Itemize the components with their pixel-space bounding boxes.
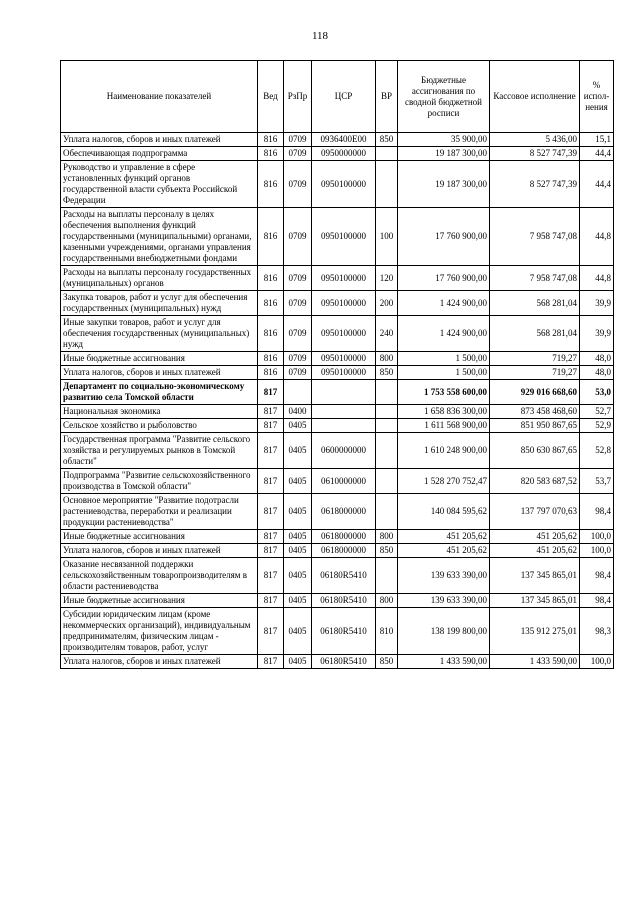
- cell-cash: 1 433 590,00: [490, 655, 580, 669]
- cell-pct: 100,0: [580, 544, 614, 558]
- cell-pct: 98,4: [580, 594, 614, 608]
- cell-budget: 1 528 270 752,47: [398, 469, 490, 494]
- cell-csr: 0618000000: [312, 544, 376, 558]
- cell-cash: 7 958 747,08: [490, 208, 580, 266]
- cell-name: Обеспечивающая подпрограмма: [61, 147, 258, 161]
- cell-pct: 44,8: [580, 266, 614, 291]
- cell-csr: 0950100000: [312, 161, 376, 208]
- cell-cash: 8 527 747,39: [490, 147, 580, 161]
- cell-rzpr: 0709: [284, 316, 312, 352]
- cell-budget: 139 633 390,00: [398, 594, 490, 608]
- cell-csr: 0950100000: [312, 316, 376, 352]
- cell-csr: [312, 380, 376, 405]
- cell-name: Подпрограмма "Развитие сельскохозяйственного производства в Томской области": [61, 469, 258, 494]
- cell-rzpr: 0405: [284, 494, 312, 530]
- cell-pct: 15,1: [580, 133, 614, 147]
- cell-cash: 851 950 867,65: [490, 419, 580, 433]
- table-row: [61, 530, 614, 544]
- cell-pct: 53,7: [580, 469, 614, 494]
- table-row: [61, 405, 614, 419]
- table-row: [61, 558, 614, 594]
- cell-rzpr: 0709: [284, 133, 312, 147]
- cell-vr: [376, 147, 398, 161]
- cell-vr: 120: [376, 266, 398, 291]
- table-row: [61, 291, 614, 316]
- budget-execution-table: [60, 60, 614, 669]
- cell-vr: 100: [376, 208, 398, 266]
- cell-rzpr: 0709: [284, 352, 312, 366]
- cell-rzpr: 0405: [284, 594, 312, 608]
- cell-pct: 44,8: [580, 208, 614, 266]
- table-row: [61, 433, 614, 469]
- cell-ved: 817: [258, 419, 284, 433]
- cell-rzpr: 0405: [284, 530, 312, 544]
- cell-vr: 810: [376, 608, 398, 655]
- cell-pct: 100,0: [580, 655, 614, 669]
- cell-name: Закупка товаров, работ и услуг для обеспечения государственных (муниципальных) нужд: [61, 291, 258, 316]
- cell-cash: 7 958 747,08: [490, 266, 580, 291]
- cell-csr: 0600000000: [312, 433, 376, 469]
- table-row: [61, 208, 614, 266]
- cell-rzpr: 0709: [284, 291, 312, 316]
- header-ved: Вед: [258, 61, 284, 133]
- table-row: [61, 469, 614, 494]
- cell-pct: 98,4: [580, 494, 614, 530]
- cell-rzpr: 0709: [284, 147, 312, 161]
- cell-budget: 1 500,00: [398, 366, 490, 380]
- cell-pct: 98,4: [580, 558, 614, 594]
- cell-budget: 1 611 568 900,00: [398, 419, 490, 433]
- cell-ved: 817: [258, 530, 284, 544]
- cell-ved: 816: [258, 208, 284, 266]
- cell-name: Департамент по социально-экономическому развитию села Томской области: [61, 380, 258, 405]
- cell-cash: 820 583 687,52: [490, 469, 580, 494]
- cell-pct: 39,9: [580, 291, 614, 316]
- cell-rzpr: 0405: [284, 544, 312, 558]
- cell-budget: 19 187 300,00: [398, 147, 490, 161]
- cell-vr: 800: [376, 594, 398, 608]
- cell-name: Иные бюджетные ассигнования: [61, 352, 258, 366]
- cell-cash: 850 630 867,65: [490, 433, 580, 469]
- table-row: [61, 133, 614, 147]
- cell-budget: 17 760 900,00: [398, 266, 490, 291]
- cell-ved: 817: [258, 558, 284, 594]
- cell-cash: 929 016 668,60: [490, 380, 580, 405]
- cell-cash: 568 281,04: [490, 291, 580, 316]
- cell-name: Основное мероприятие "Развитие подотрасли растениеводства, переработки и реализации продукции растениеводства": [61, 494, 258, 530]
- cell-name: Уплата налогов, сборов и иных платежей: [61, 133, 258, 147]
- cell-cash: 719,27: [490, 366, 580, 380]
- cell-csr: 06180R5410: [312, 594, 376, 608]
- cell-vr: [376, 469, 398, 494]
- cell-budget: 1 424 900,00: [398, 291, 490, 316]
- page-number: 118: [311, 30, 329, 42]
- table-row: [61, 594, 614, 608]
- cell-rzpr: 0709: [284, 208, 312, 266]
- header-pct: % испол-нения: [580, 61, 614, 133]
- cell-cash: 719,27: [490, 352, 580, 366]
- cell-name: Субсидии юридическим лицам (кроме некоммерческих организаций), индивидуальным предпринимателям, физическим лицам - производителям товаров, работ, услуг: [61, 608, 258, 655]
- cell-name: Национальная экономика: [61, 405, 258, 419]
- table-row: [61, 494, 614, 530]
- header-csr: ЦСР: [312, 61, 376, 133]
- cell-csr: 0950100000: [312, 291, 376, 316]
- cell-vr: [376, 433, 398, 469]
- cell-cash: 137 797 070,63: [490, 494, 580, 530]
- header-cash: Кассовое исполнение: [490, 61, 580, 133]
- cell-pct: 39,9: [580, 316, 614, 352]
- cell-pct: 48,0: [580, 352, 614, 366]
- cell-rzpr: 0709: [284, 366, 312, 380]
- cell-vr: 850: [376, 544, 398, 558]
- cell-ved: 816: [258, 133, 284, 147]
- table-row: [61, 655, 614, 669]
- cell-name: Уплата налогов, сборов и иных платежей: [61, 544, 258, 558]
- cell-ved: 817: [258, 655, 284, 669]
- cell-rzpr: 0400: [284, 405, 312, 419]
- cell-ved: 816: [258, 352, 284, 366]
- cell-csr: 0936400Е00: [312, 133, 376, 147]
- cell-ved: 816: [258, 316, 284, 352]
- cell-budget: 451 205,62: [398, 530, 490, 544]
- cell-rzpr: 0405: [284, 558, 312, 594]
- table-row: [61, 266, 614, 291]
- cell-pct: 100,0: [580, 530, 614, 544]
- cell-vr: 850: [376, 366, 398, 380]
- cell-pct: 52,9: [580, 419, 614, 433]
- cell-ved: 817: [258, 494, 284, 530]
- cell-name: Уплата налогов, сборов и иных платежей: [61, 655, 258, 669]
- table-row: [61, 352, 614, 366]
- table-body: [61, 133, 614, 669]
- cell-rzpr: [284, 380, 312, 405]
- cell-rzpr: 0709: [284, 266, 312, 291]
- cell-pct: 48,0: [580, 366, 614, 380]
- cell-name: Оказание несвязанной поддержки сельскохозяйственным товаропроизводителям в области растениеводства: [61, 558, 258, 594]
- header-budget: Бюджетные ассигнования по сводной бюджетной росписи: [398, 61, 490, 133]
- cell-csr: 0610000000: [312, 469, 376, 494]
- cell-ved: 817: [258, 433, 284, 469]
- cell-ved: 816: [258, 291, 284, 316]
- cell-budget: 451 205,62: [398, 544, 490, 558]
- cell-csr: 0950100000: [312, 352, 376, 366]
- cell-vr: [376, 161, 398, 208]
- cell-rzpr: 0405: [284, 608, 312, 655]
- cell-name: Иные бюджетные ассигнования: [61, 530, 258, 544]
- cell-csr: 06180R5410: [312, 608, 376, 655]
- cell-vr: 850: [376, 133, 398, 147]
- cell-csr: 06180R5410: [312, 558, 376, 594]
- cell-ved: 817: [258, 380, 284, 405]
- cell-cash: 451 205,62: [490, 544, 580, 558]
- cell-rzpr: 0405: [284, 419, 312, 433]
- cell-budget: 138 199 800,00: [398, 608, 490, 655]
- cell-pct: 53,0: [580, 380, 614, 405]
- cell-cash: 451 205,62: [490, 530, 580, 544]
- table-row: [61, 316, 614, 352]
- cell-vr: [376, 419, 398, 433]
- cell-pct: 52,8: [580, 433, 614, 469]
- cell-ved: 816: [258, 147, 284, 161]
- header-name: Наименование показателей: [61, 61, 258, 133]
- cell-csr: 0618000000: [312, 530, 376, 544]
- cell-csr: 0950100000: [312, 208, 376, 266]
- cell-vr: 800: [376, 352, 398, 366]
- cell-ved: 817: [258, 608, 284, 655]
- cell-rzpr: 0405: [284, 469, 312, 494]
- cell-cash: 137 345 865,01: [490, 594, 580, 608]
- cell-ved: 817: [258, 594, 284, 608]
- table-row: [61, 419, 614, 433]
- cell-budget: 139 633 390,00: [398, 558, 490, 594]
- cell-ved: 816: [258, 366, 284, 380]
- cell-budget: 1 424 900,00: [398, 316, 490, 352]
- cell-pct: 44,4: [580, 161, 614, 208]
- cell-budget: 140 084 595,62: [398, 494, 490, 530]
- cell-cash: 8 527 747,39: [490, 161, 580, 208]
- cell-budget: 17 760 900,00: [398, 208, 490, 266]
- cell-vr: [376, 558, 398, 594]
- cell-name: Расходы на выплаты персоналу государственных (муниципальных) органов: [61, 266, 258, 291]
- cell-csr: 0950000000: [312, 147, 376, 161]
- table-row: [61, 161, 614, 208]
- cell-vr: [376, 405, 398, 419]
- cell-name: Иные закупки товаров, работ и услуг для обеспечения государственных (муниципальных) нужд: [61, 316, 258, 352]
- cell-vr: 800: [376, 530, 398, 544]
- cell-name: Иные бюджетные ассигнования: [61, 594, 258, 608]
- cell-cash: 568 281,04: [490, 316, 580, 352]
- cell-rzpr: 0405: [284, 433, 312, 469]
- cell-budget: 1 433 590,00: [398, 655, 490, 669]
- cell-budget: 1 753 558 600,00: [398, 380, 490, 405]
- cell-budget: 35 900,00: [398, 133, 490, 147]
- cell-ved: 817: [258, 405, 284, 419]
- cell-vr: [376, 380, 398, 405]
- cell-csr: 0618000000: [312, 494, 376, 530]
- cell-name: Руководство и управление в сфере установленных функций органов государственной власти субъекта Российской Федерации: [61, 161, 258, 208]
- cell-budget: 1 610 248 900,00: [398, 433, 490, 469]
- cell-cash: 873 458 468,60: [490, 405, 580, 419]
- cell-vr: [376, 494, 398, 530]
- cell-pct: 98,3: [580, 608, 614, 655]
- table-row: [61, 608, 614, 655]
- cell-csr: 0950100000: [312, 266, 376, 291]
- cell-rzpr: 0405: [284, 655, 312, 669]
- table-row: [61, 380, 614, 405]
- header-rzpr: РзПр: [284, 61, 312, 133]
- cell-name: Уплата налогов, сборов и иных платежей: [61, 366, 258, 380]
- cell-ved: 817: [258, 544, 284, 558]
- table-row: [61, 366, 614, 380]
- cell-rzpr: 0709: [284, 161, 312, 208]
- cell-pct: 44,4: [580, 147, 614, 161]
- cell-cash: 5 436,00: [490, 133, 580, 147]
- table-row: [61, 147, 614, 161]
- cell-name: Государственная программа "Развитие сельского хозяйства и регулируемых рынков в Томской области": [61, 433, 258, 469]
- cell-budget: 1 500,00: [398, 352, 490, 366]
- cell-csr: 06180R5410: [312, 655, 376, 669]
- cell-ved: 817: [258, 469, 284, 494]
- cell-budget: 19 187 300,00: [398, 161, 490, 208]
- cell-csr: 0950100000: [312, 366, 376, 380]
- cell-cash: 135 912 275,01: [490, 608, 580, 655]
- cell-vr: 200: [376, 291, 398, 316]
- cell-ved: 816: [258, 161, 284, 208]
- cell-vr: 850: [376, 655, 398, 669]
- cell-cash: 137 345 865,01: [490, 558, 580, 594]
- cell-pct: 52,7: [580, 405, 614, 419]
- table-header-row: [61, 61, 614, 133]
- cell-ved: 816: [258, 266, 284, 291]
- cell-csr: [312, 405, 376, 419]
- cell-name: Расходы на выплаты персоналу в целях обеспечения выполнения функций государственными (муниципальными) органами, казенными учреждениями, органами управления государственными внебюджетными фондами: [61, 208, 258, 266]
- table-row: [61, 544, 614, 558]
- header-vr: ВР: [376, 61, 398, 133]
- cell-budget: 1 658 836 300,00: [398, 405, 490, 419]
- cell-name: Сельское хозяйство и рыболовство: [61, 419, 258, 433]
- cell-csr: [312, 419, 376, 433]
- cell-vr: 240: [376, 316, 398, 352]
